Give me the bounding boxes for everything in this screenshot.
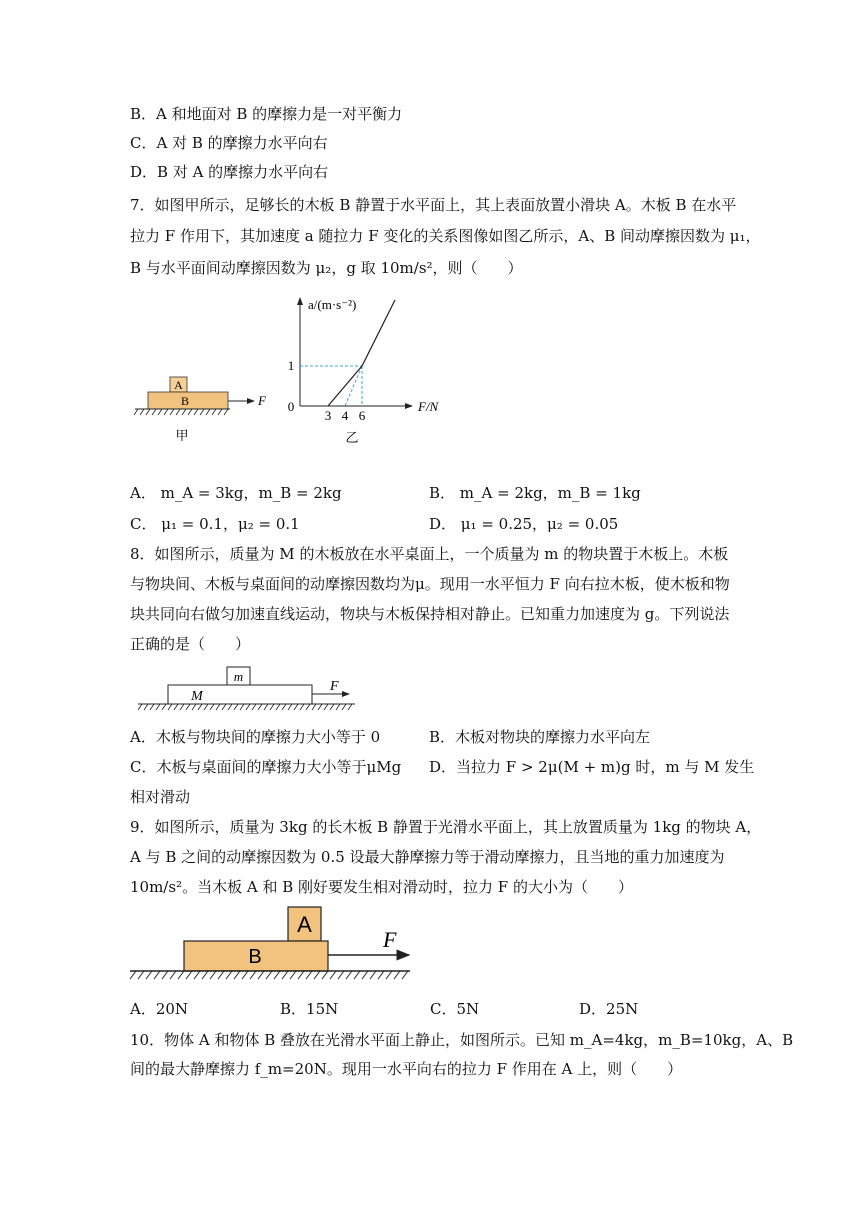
q8-stem-line2: 与物块间、木板与桌面间的动摩擦因数均为μ。现用一水平恒力 F 向右拉木板，使木板和物 — [130, 575, 730, 593]
block-b-label: B — [180, 394, 190, 408]
block-big-m-label: M — [191, 689, 203, 704]
x-tick-3: 3 — [324, 408, 332, 423]
q8-stem-line3: 块共同向右做匀加速直线运动，物块与木板保持相对静止。已知重力加速度为 g。下列说法 — [130, 605, 730, 623]
q9-option-a: A．20N — [130, 1000, 189, 1018]
q9-stem-line3: 10m/s²。当木板 A 和 B 刚好要发生相对滑动时，拉力 F 的大小为（ ） — [130, 878, 633, 896]
q8-option-b: B．木板对物块的摩擦力水平向左 — [429, 728, 651, 746]
caption-jia: 甲 — [175, 428, 189, 443]
q8-figure — [130, 660, 370, 716]
q9-stem-line1: 9．如图所示，质量为 3kg 的长木板 B 静置于光滑水平面上，其上放置质量为 1kg 的物块 A， — [130, 818, 762, 836]
q7-option-a: A． m_A = 3kg，m_B = 2kg — [130, 484, 342, 502]
q7-option-c: C． μ₁ = 0.1，μ₂ = 0.1 — [130, 515, 300, 533]
x-axis-label: F/N — [418, 399, 439, 414]
q8-stem-line1: 8．如图所示，质量为 M 的木板放在水平桌面上，一个质量为 m 的物块置于木板上。木板 — [130, 545, 729, 563]
origin-label: 0 — [287, 399, 295, 414]
q8-force-f-label: F — [330, 679, 339, 694]
q8-option-a: A．木板与物块间的摩擦力大小等于 0 — [130, 728, 381, 746]
dashed-extension — [345, 366, 362, 406]
q7-option-b: B． m_A = 2kg，m_B = 1kg — [429, 484, 641, 502]
q9-block-b-label: B — [248, 946, 262, 968]
q9-option-d: D．25N — [579, 1000, 639, 1018]
q9-force-f-label: F — [383, 927, 397, 952]
y-tick-1: 1 — [287, 358, 295, 373]
block-big-m — [168, 685, 312, 704]
x-tick-4: 4 — [341, 408, 349, 423]
q7-stem-line3: B 与水平面间动摩擦因数为 μ₂，g 取 10m/s²，则（ ） — [130, 259, 523, 277]
q7-stem-line2: 拉力 F 作用下，其加速度 a 随拉力 F 变化的关系图像如图乙所示，A、B 间动摩擦因数为 μ₁， — [130, 227, 761, 245]
q6-option-b: B．A 和地面对 B 的摩擦力是一对平衡力 — [130, 105, 403, 123]
block-m-label: m — [233, 669, 244, 684]
q7-figure-jia — [130, 370, 280, 450]
q9-figure — [128, 900, 428, 984]
q8-option-d-cont: 相对滑动 — [130, 788, 191, 806]
q10-stem-line1: 10．物体 A 和物体 B 叠放在光滑水平面上静止，如图所示。已知 m_A=4kg，m_B=10kg，A、B — [130, 1031, 794, 1049]
x-tick-6: 6 — [358, 408, 366, 423]
force-f-label: F — [258, 393, 266, 408]
caption-yi: 乙 — [345, 430, 359, 445]
q7-option-d: D． μ₁ = 0.25，μ₂ = 0.05 — [429, 515, 619, 533]
q9-option-c: C．5N — [430, 1000, 480, 1018]
q9-option-b: B．15N — [280, 1000, 339, 1018]
q7-stem-line1: 7．如图甲所示，足够长的木板 B 静置于水平面上，其上表面放置小滑块 A。木板 B 在水平 — [130, 196, 737, 214]
q8-option-c: C．木板与桌面间的摩擦力大小等于μMg — [130, 758, 402, 776]
q8-stem-line4: 正确的是（ ） — [130, 635, 251, 653]
q7-graph-yi — [280, 292, 460, 452]
q8-option-d: D．当拉力 F > 2μ(M + m)g 时，m 与 M 发生 — [429, 758, 755, 776]
q9-block-a-label: A — [297, 912, 312, 937]
y-axis-label: a/(m·s⁻²) — [308, 297, 357, 312]
q6-option-c: C．A 对 B 的摩擦力水平向右 — [130, 134, 328, 152]
q6-option-d: D．B 对 A 的摩擦力水平向右 — [130, 163, 329, 181]
q9-stem-line2: A 与 B 之间的动摩擦因数为 0.5 设最大静摩擦力等于滑动摩擦力，且当地的重力加速度为 — [130, 848, 725, 866]
block-a-label: A — [174, 378, 183, 392]
a-f-line — [328, 300, 395, 406]
q10-stem-line2: 间的最大静摩擦力 f_m=20N。现用一水平向右的拉力 F 作用在 A 上，则（ ） — [130, 1060, 683, 1078]
